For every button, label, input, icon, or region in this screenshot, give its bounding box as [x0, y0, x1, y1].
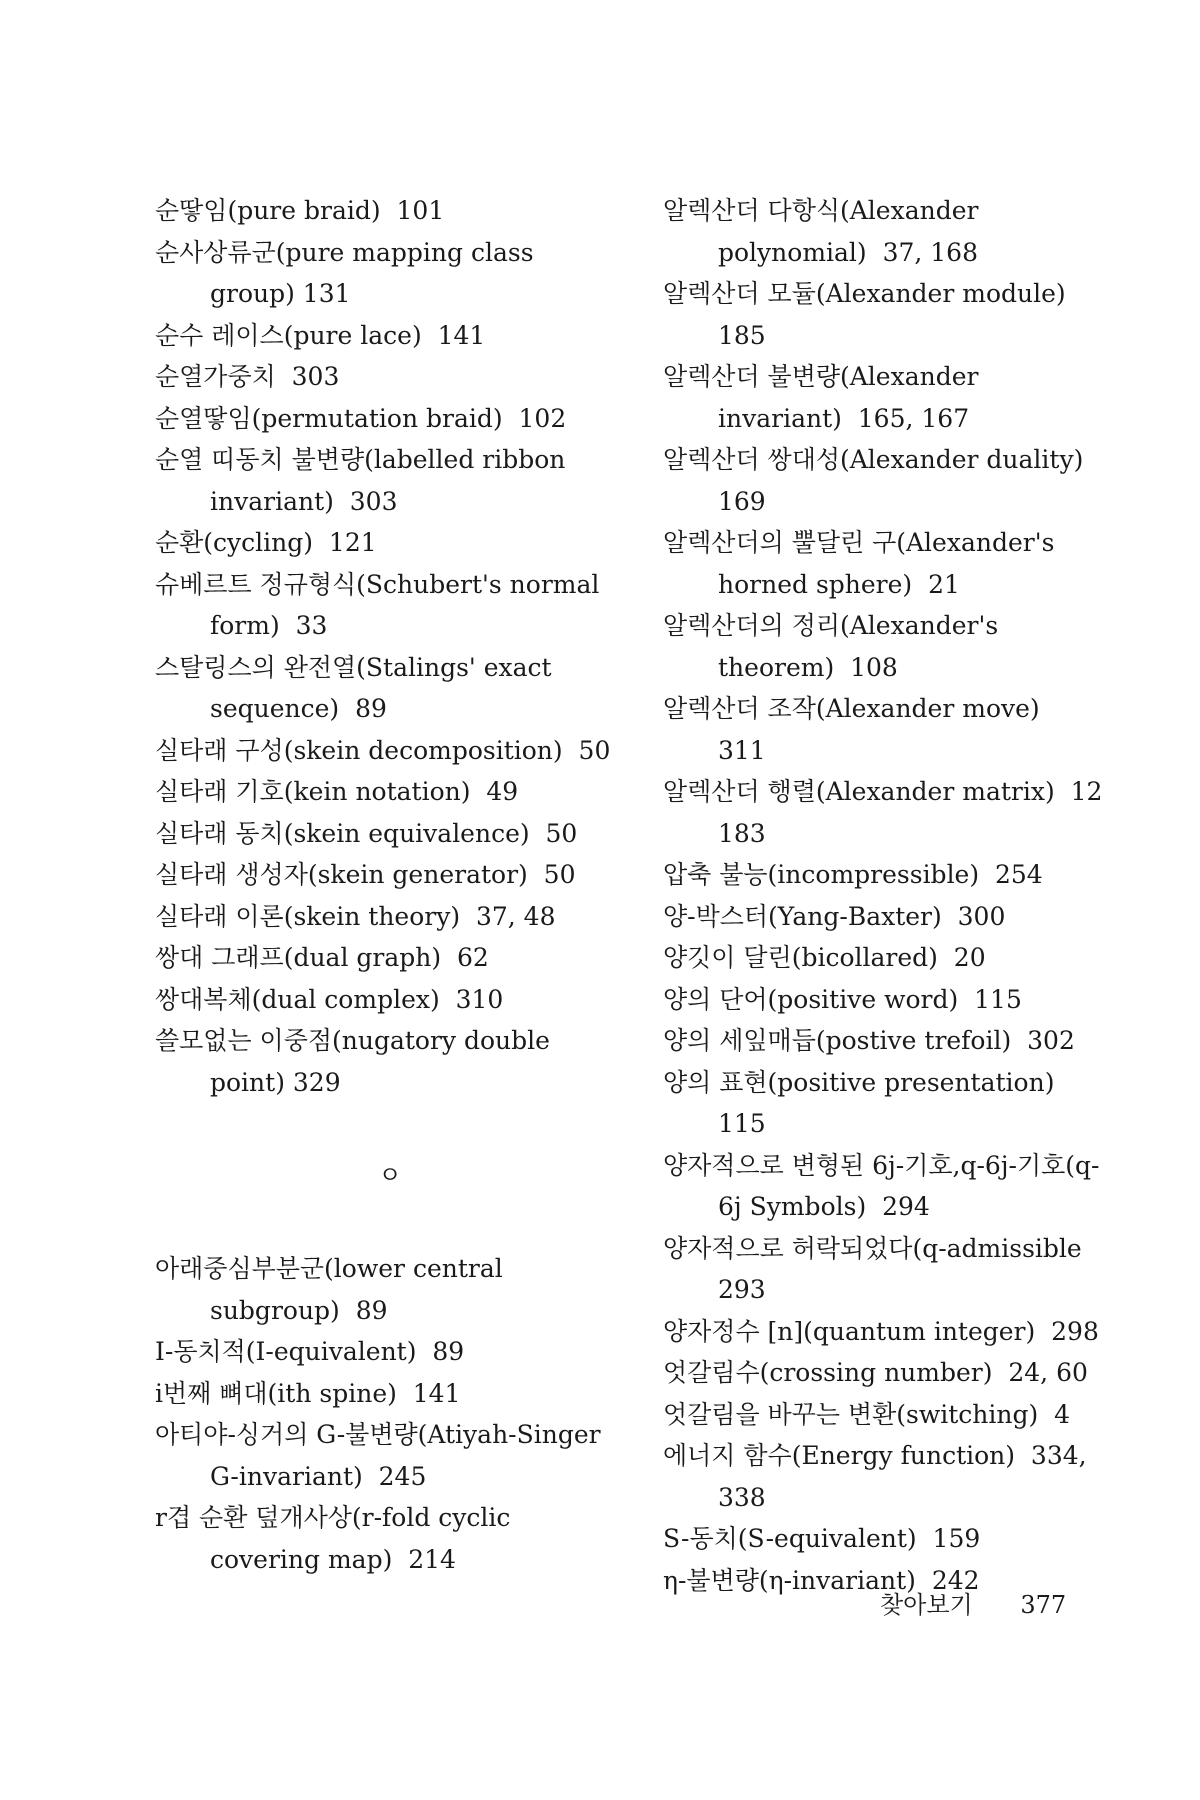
index-entry: 알렉산더 행렬(Alexander matrix) 12 183	[663, 777, 1111, 848]
page-footer	[880, 1585, 1066, 1620]
index-entry: 순열 띠동치 불변량(labelled ribbon invariant) 303	[155, 445, 574, 516]
index-entry: 알렉산더 쌍대성(Alexander duality) 169	[663, 445, 1092, 516]
right-column	[663, 190, 1111, 1601]
index-entry: I-동치적(I-equivalent) 89	[155, 1337, 465, 1366]
index-entry: 엇갈림을 바꾸는 변환(switching) 4	[663, 1399, 1071, 1429]
index-entry: η-불변량(η-invariant) 242	[663, 1565, 980, 1595]
index-entry: 실타래 동치(skein equivalence) 50	[155, 818, 578, 848]
index-entry: 스탈링스의 완전열(Stalings' exact sequence) 89	[155, 652, 560, 723]
index-entry: 양-박스터(Yang-Baxter) 300	[663, 901, 1006, 931]
index-entry: 알렉산더의 뿔달린 구(Alexander's horned sphere) 21	[663, 528, 1063, 599]
index-entry: 양자정수 [n](quantum integer) 298	[663, 1316, 1099, 1346]
index-entry: 아티야-싱거의 G-불변량(Atiyah-Singer G-invariant) 245	[155, 1420, 609, 1491]
index-entry: 실타래 생성자(skein generator) 50	[155, 860, 576, 889]
index-entry: 쓸모없는 이중점(nugatory double point) 329	[155, 1026, 558, 1097]
index-entry: 엇갈림수(crossing number) 24, 60	[663, 1358, 1088, 1387]
index-entry: r겹 순환 덮개사상(r-fold cyclic covering map) 214	[155, 1503, 519, 1574]
index-entry: 양자적으로 변형된 6j-기호,q-6j-기호(q-6j Symbols) 294	[663, 1150, 1100, 1221]
section-heading: ㅇ	[378, 1161, 402, 1189]
index-entry: 양의 표현(positive presentation) 115	[663, 1067, 1071, 1138]
index-entry: 압축 불능(incompressible) 254	[663, 860, 1043, 889]
index-entry: 순수 레이스(pure lace) 141	[155, 320, 486, 350]
index-entry: 순환(cycling) 121	[155, 528, 377, 557]
index-entry: S-동치(S-equivalent) 159	[663, 1524, 981, 1553]
index-entry: 에너지 함수(Energy function) 334, 338	[663, 1441, 1095, 1512]
index-entry: 순열가중치 303	[155, 362, 340, 391]
index-entry: 실타래 기호(kein notation) 49	[155, 777, 519, 806]
index-entry: 양깃이 달린(bicollared) 20	[663, 943, 986, 972]
index-entry: 순땋임(pure braid) 101	[155, 196, 445, 225]
index-entry: 알렉산더 모듈(Alexander module) 185	[663, 279, 1074, 350]
index-entry: 쌍대복체(dual complex) 310	[155, 984, 504, 1014]
index-entry: 실타래 이론(skein theory) 37, 48	[155, 901, 556, 931]
index-entry: 실타래 구성(skein decomposition) 50	[155, 735, 611, 765]
index-entry: 알렉산더 불변량(Alexander invariant) 165, 167	[663, 362, 987, 433]
footer-section-label: 찾아보기	[880, 1591, 973, 1619]
index-entry: 양의 세잎매듭(postive trefoil) 302	[663, 1026, 1075, 1055]
left-column	[155, 190, 625, 1580]
index-entry: 쌍대 그래프(dual graph) 62	[155, 943, 489, 972]
index-entry: 양자적으로 허락되었다(q-admissible 293	[663, 1233, 1090, 1304]
index-entry: 슈베르트 정규형식(Schubert's normal form) 33	[155, 569, 608, 640]
index-entry: 양의 단어(positive word) 115	[663, 984, 1022, 1014]
index-entry: 알렉산더 다항식(Alexander polynomial) 37, 168	[663, 196, 987, 267]
index-entry: 순열땋임(permutation braid) 102	[155, 403, 567, 433]
page-number: 377	[1020, 1591, 1067, 1619]
index-entry: 아래중심부분군(lower central subgroup) 89	[155, 1254, 511, 1325]
index-entry: 순사상류군(pure mapping class group) 131	[155, 237, 542, 308]
index-entry: i번째 뼈대(ith spine) 141	[155, 1378, 461, 1408]
index-entry: 알렉산더의 정리(Alexander's theorem) 108	[663, 611, 1007, 682]
index-entry: 알렉산더 조작(Alexander move) 311	[663, 694, 1056, 765]
